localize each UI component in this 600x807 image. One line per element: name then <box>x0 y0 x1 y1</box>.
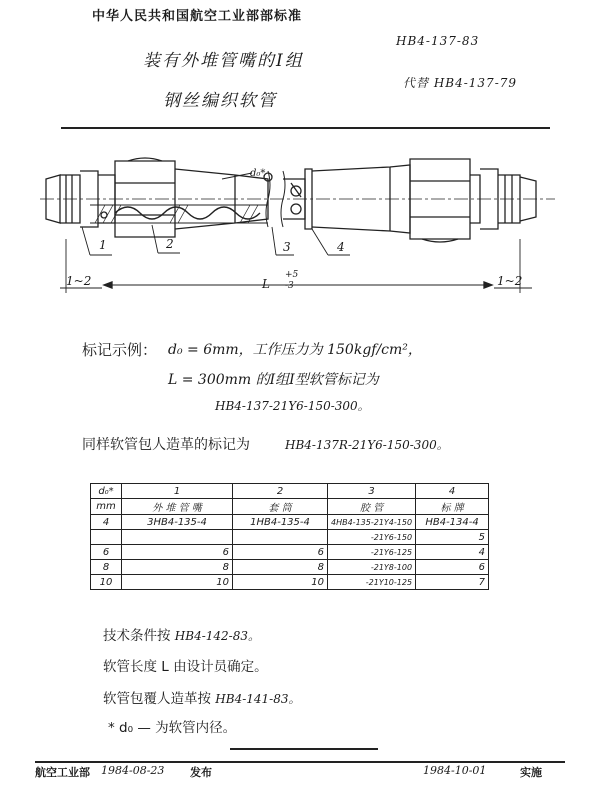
example-line1: d₀ = 6mm，工作压力为 150kgf/cm²， <box>168 342 422 358</box>
header-cell: 4 <box>416 484 489 499</box>
footer-effective-word: 实施 <box>520 766 542 779</box>
table-cell: 6 <box>122 545 233 560</box>
table-header-row <box>91 499 489 515</box>
table-cell <box>122 530 233 545</box>
note-4-text: * d₀ — 为软管内径。 <box>108 720 237 736</box>
table-cell: -21Y10-125 <box>328 575 416 590</box>
d0-dimension-mark: d₀* <box>250 168 266 179</box>
table-cell: 5 <box>416 530 489 545</box>
example-line4-code: HB4-137R-21Y6-150-300。 <box>285 438 449 452</box>
footer-issue-date: 1984-08-23 <box>101 764 165 777</box>
callout-4: 4 <box>337 240 345 254</box>
example-line2: L = 300mm 的Ⅰ组Ⅰ型软管标记为 <box>168 372 379 388</box>
table-cell: 7 <box>416 575 489 590</box>
doc-title-line2: 钢丝编织软管 <box>163 91 277 111</box>
header-cell: d₀* <box>91 484 122 499</box>
header-cell: 1 <box>122 484 233 499</box>
header-cell: 3 <box>328 484 416 499</box>
example-label: 标记示例： <box>82 341 158 359</box>
table-cell: -21Y6-150 <box>328 530 416 545</box>
table-cell: 8 <box>91 560 122 575</box>
table-cell: 10 <box>233 575 328 590</box>
table-row <box>91 560 489 575</box>
table-cell: -21Y6-125 <box>328 545 416 560</box>
note-1-code: HB4-142-83。 <box>174 629 260 643</box>
doc-title-line1: 装有外堆管嘴的Ⅰ组 <box>143 51 304 71</box>
note-4 <box>108 716 236 736</box>
header-cell: 2 <box>233 484 328 499</box>
note-3-text: 软管包覆人造革按 <box>103 691 211 707</box>
header-rule <box>61 127 550 129</box>
table-cell: 10 <box>122 575 233 590</box>
table-cell: 10 <box>91 575 122 590</box>
callout-1: 1 <box>99 238 107 252</box>
standard-number: HB4-137-83 <box>396 34 480 48</box>
table-row <box>91 575 489 590</box>
example-line3: HB4-137-21Y6-150-300。 <box>215 399 370 413</box>
table-cell: 6 <box>91 545 122 560</box>
note-2 <box>103 655 268 675</box>
table-cell: 8 <box>122 560 233 575</box>
table-cell: 4 <box>416 545 489 560</box>
table-cell: HB4-134-4 <box>416 515 489 530</box>
note-1-text: 技术条件按 <box>103 628 171 644</box>
note-2-text: 软管长度 L 由设计员确定。 <box>103 659 268 675</box>
standard-org-title: 中华人民共和国航空工业部部标准 <box>92 9 303 24</box>
footer-issuer: 航空工业部 <box>35 766 90 779</box>
component-table <box>90 483 489 590</box>
table-row <box>91 545 489 560</box>
table-cell: 3HB4-135-4 <box>122 515 233 530</box>
header-cell: 套 筒 <box>233 499 328 515</box>
callout-3: 3 <box>283 240 291 254</box>
table-cell: 6 <box>233 545 328 560</box>
length-tolerance-upper: +5 <box>285 270 299 280</box>
table-cell: 1HB4-135-4 <box>233 515 328 530</box>
table-row <box>91 515 489 530</box>
example-line4-text: 同样软管包人造革的标记为 <box>82 437 250 453</box>
callout-2: 2 <box>166 237 174 251</box>
notes-end-rule <box>230 748 378 750</box>
section-label-right: 1~2 <box>497 274 523 288</box>
note-3-code: HB4-141-83。 <box>215 692 301 706</box>
table-cell: 4 <box>91 515 122 530</box>
table-cell: 8 <box>233 560 328 575</box>
footer-rule <box>35 761 565 763</box>
table-cell: -21Y8-100 <box>328 560 416 575</box>
footer-effective-date: 1984-10-01 <box>423 764 487 777</box>
table-row <box>91 530 489 545</box>
table-header-row <box>91 484 489 499</box>
replaces-standard: 代替 HB4-137-79 <box>403 76 518 90</box>
length-label: L <box>262 277 270 291</box>
table-cell <box>91 530 122 545</box>
note-3 <box>103 687 301 707</box>
note-1 <box>103 624 260 644</box>
header-cell: 标 牌 <box>416 499 489 515</box>
table-cell: 4HB4-135-21Y4-150 <box>328 515 416 530</box>
table-cell: 6 <box>416 560 489 575</box>
header-cell: 外 堆 管 嘴 <box>122 499 233 515</box>
section-label-left: 1~2 <box>66 274 92 288</box>
footer-issue-word: 发布 <box>190 766 212 779</box>
length-tolerance-lower: -3 <box>285 281 294 291</box>
header-cell: mm <box>91 499 122 515</box>
table-cell <box>233 530 328 545</box>
header-cell: 胶 管 <box>328 499 416 515</box>
